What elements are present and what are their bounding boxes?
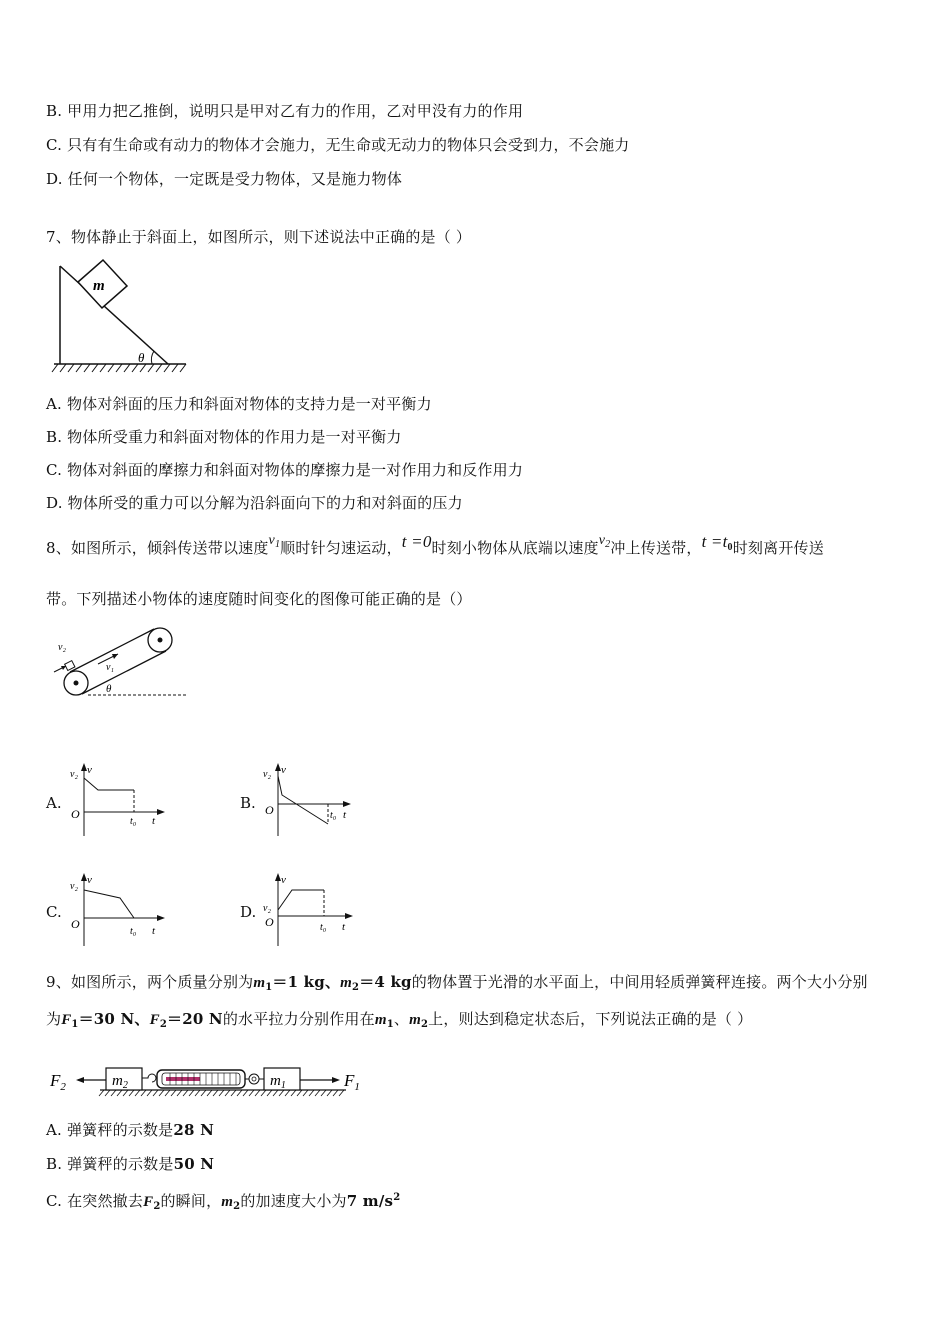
q7-incline-figure <box>50 258 190 376</box>
q8-conveyor-figure <box>52 622 192 704</box>
svg-text:v: v <box>87 874 92 886</box>
q8-stem-line2: 带。下列描述小物体的速度随时间变化的图像可能正确的是（） <box>46 590 472 608</box>
q9-fig-m1: $m_1$ <box>270 1073 286 1091</box>
q7-angle-label: θ <box>138 350 145 365</box>
q8-t-eq-0: t =0 <box>401 532 432 551</box>
q8-graph-b <box>262 760 362 840</box>
q8-fig-v1: v₁ <box>106 662 114 673</box>
q7-block-label: m <box>93 278 105 294</box>
svg-text:v: v <box>87 764 92 776</box>
q9-fig-f1: $F_1$ <box>344 1071 360 1093</box>
q9-fig-m2: $m_2$ <box>112 1073 128 1091</box>
svg-text:O: O <box>265 803 274 817</box>
q8-graph-c <box>68 870 168 950</box>
q9-fig-f2: $F_2$ <box>50 1071 66 1093</box>
q7-stem: 7、物体静止于斜面上，如图所示，则下述说法中正确的是（ ） <box>46 228 472 246</box>
q8-graph-d-label: D. <box>240 903 257 921</box>
q8-fig-v2: v₂ <box>58 642 66 653</box>
svg-text:v: v <box>281 874 286 886</box>
q8-v2: $v_2$ <box>598 533 611 550</box>
svg-text:v₂: v₂ <box>263 903 271 914</box>
q8-v1: $v_1$ <box>268 533 281 550</box>
q6-option-b: B. 甲用力把乙推倒，说明只是甲对乙有力的作用，乙对甲没有力的作用 <box>46 102 524 120</box>
svg-text:O: O <box>265 915 274 929</box>
q8-graph-a-label: A. <box>46 794 62 812</box>
q9-stem-line2: 为$F_1=30$ N、$F_2=20$ N的水平拉力分别作用在$m_1$、$m_2$上，则达到稳定状态后，下列说法正确的是（ ） <box>46 1010 753 1030</box>
q8-fig-theta: θ <box>106 683 112 695</box>
svg-text:t: t <box>342 921 346 933</box>
q9-option-b: B. 弹簧秤的示数是50 N <box>46 1155 215 1173</box>
q8-t-eq-t0: $t =t_0$ <box>701 532 733 553</box>
q6-option-c: C. 只有有生命或有动力的物体才会施力，无生命或无动力的物体只会受到力，不会施力 <box>46 136 630 154</box>
q7-option-c: C. 物体对斜面的摩擦力和斜面对物体的摩擦力是一对作用力和反作用力 <box>46 461 524 479</box>
svg-text:t: t <box>152 815 156 827</box>
svg-text:O: O <box>71 807 80 821</box>
q9-option-a: A. 弹簧秤的示数是28 N <box>46 1121 214 1139</box>
svg-text:v: v <box>281 764 286 776</box>
svg-text:v₂: v₂ <box>70 769 78 780</box>
svg-text:v₂: v₂ <box>263 769 271 780</box>
svg-text:t₀: t₀ <box>320 922 327 933</box>
q9-option-c: C. 在突然撤去$F_2$的瞬间，$m_2$的加速度大小为7 $m/s^2$ <box>46 1192 401 1212</box>
svg-text:t₀: t₀ <box>130 816 137 827</box>
q8-graph-a <box>68 760 168 840</box>
q7-option-d: D. 物体所受的重力可以分解为沿斜面向下的力和对斜面的压力 <box>46 494 463 512</box>
q6-option-d: D. 任何一个物体，一定既是受力物体，又是施力物体 <box>46 170 403 188</box>
q7-option-b: B. 物体所受重力和斜面对物体的作用力是一对平衡力 <box>46 428 402 446</box>
svg-text:v₂: v₂ <box>70 881 78 892</box>
q9-spring-scale-figure <box>50 1058 370 1104</box>
svg-text:t₀: t₀ <box>330 810 337 821</box>
q8-graph-d <box>262 870 362 950</box>
q8-stem-line1: 8、如图所示，倾斜传送带以速度$v_1$顺时针匀速运动，t =0时刻小物体从底端以速度$v_2$冲上传送带，$t =t_0$时刻离开传送 <box>46 532 824 557</box>
q9-stem-line1: 9、如图所示，两个质量分别为$m_1=1$ kg、$m_2=4$ kg的物体置于光滑的水平面上，中间用轻质弹簧秤连接。两个大小分别 <box>46 973 868 993</box>
svg-text:O: O <box>71 917 80 931</box>
q7-option-a: A. 物体对斜面的压力和斜面对物体的支持力是一对平衡力 <box>46 395 432 413</box>
q8-graph-c-label: C. <box>46 903 62 921</box>
svg-text:t: t <box>343 809 347 821</box>
svg-text:t: t <box>152 925 156 937</box>
svg-text:t₀: t₀ <box>130 926 137 937</box>
q8-graph-b-label: B. <box>240 794 256 812</box>
